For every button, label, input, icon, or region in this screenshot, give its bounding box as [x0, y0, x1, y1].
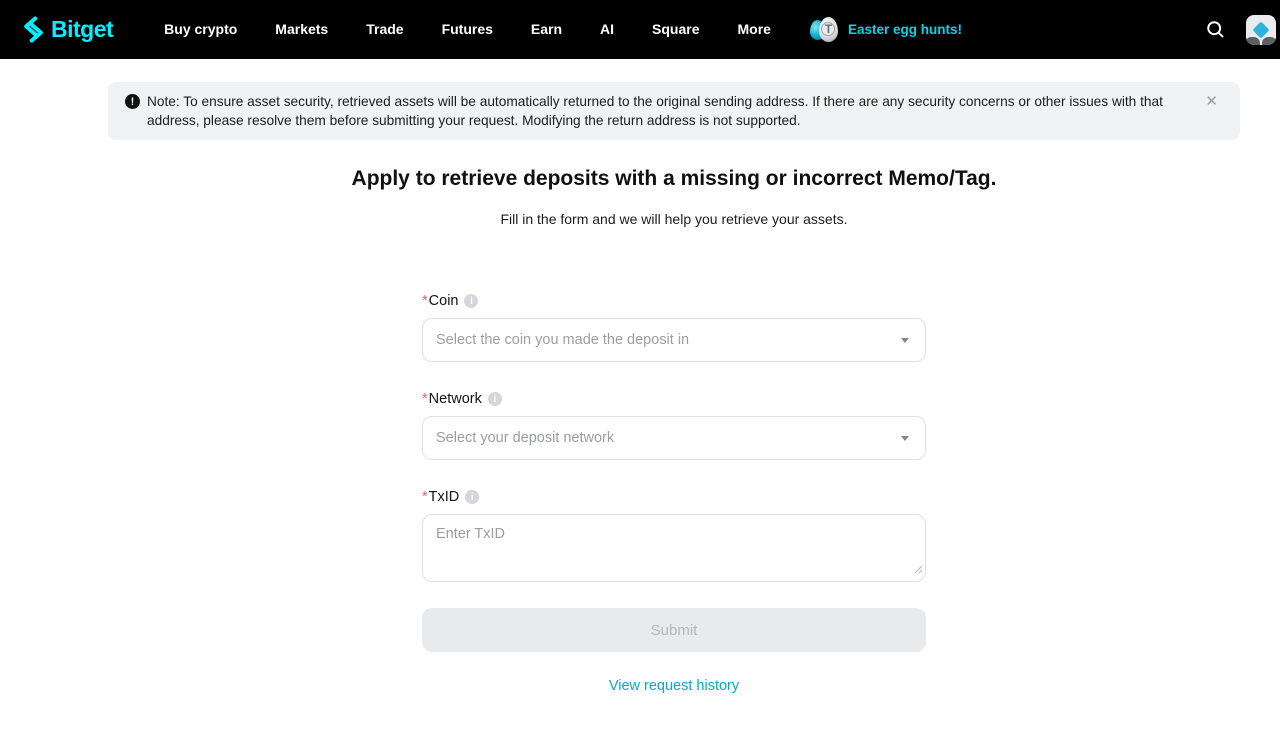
required-mark: * — [422, 391, 428, 407]
avatar-shoulder-shape — [1246, 37, 1260, 45]
top-navbar — [0, 0, 1280, 59]
nav-item-ai[interactable]: AI — [600, 21, 615, 37]
nav-item-earn[interactable]: Earn — [530, 21, 563, 37]
chevron-down-icon — [901, 338, 909, 343]
easter-egg-icon: T — [810, 16, 840, 44]
security-notice-banner — [108, 82, 1240, 140]
page-subtitle: Fill in the form and we will help you retrieve your assets. — [500, 211, 848, 227]
network-label: Network — [428, 391, 482, 407]
coin-field — [422, 293, 926, 362]
alert-icon: ! — [125, 94, 140, 109]
bitget-logo-text: Bitget — [51, 16, 114, 42]
info-icon[interactable]: i — [488, 392, 502, 406]
retrieve-deposit-form — [422, 293, 926, 694]
info-icon[interactable]: i — [465, 490, 479, 504]
nav-item-more[interactable]: More — [737, 21, 771, 37]
coin-label: Coin — [428, 293, 459, 309]
nav-item-buy-crypto[interactable]: Buy crypto — [164, 21, 238, 37]
required-mark: * — [422, 489, 428, 505]
network-field — [422, 391, 926, 460]
txid-input[interactable] — [422, 514, 926, 582]
nav-item-futures[interactable]: Futures — [441, 21, 493, 37]
nav-item-square[interactable]: Square — [652, 21, 700, 37]
main-content — [108, 140, 1240, 694]
submit-button[interactable]: Submit — [422, 608, 926, 652]
txid-label-row — [422, 489, 926, 505]
network-select-placeholder: Select your deposit network — [436, 430, 615, 446]
easter-egg-promo[interactable] — [810, 16, 962, 44]
chevron-down-icon — [901, 436, 909, 441]
page-title: Apply to retrieve deposits with a missing or incorrect Memo/Tag. — [351, 167, 997, 190]
bitget-logo[interactable] — [20, 16, 113, 43]
bitget-logo-icon — [20, 16, 47, 43]
view-request-history-link[interactable]: View request history — [608, 678, 740, 694]
close-icon[interactable]: ✕ — [1205, 93, 1218, 110]
avatar-head-shape — [1253, 21, 1270, 38]
required-mark: * — [422, 293, 428, 309]
nav-item-markets[interactable]: Markets — [275, 21, 329, 37]
search-icon[interactable] — [1195, 10, 1235, 50]
nav-item-trade[interactable]: Trade — [366, 21, 404, 37]
txid-field — [422, 489, 926, 582]
info-icon[interactable]: i — [464, 294, 478, 308]
main-nav — [145, 0, 790, 59]
network-select[interactable] — [422, 416, 926, 460]
txid-label: TxID — [428, 489, 460, 505]
user-avatar[interactable] — [1246, 15, 1276, 45]
avatar-shoulder-shape — [1262, 37, 1276, 45]
network-label-row — [422, 391, 926, 407]
coin-label-row — [422, 293, 926, 309]
coin-select-placeholder: Select the coin you made the deposit in — [436, 332, 690, 348]
security-notice-text: Note: To ensure asset security, retrieved assets will be automatically returned to the original sending address. If there are any security concerns or other issues with that address, please resolve them before submitting your request. Modifying the return address is not supported. — [147, 94, 1163, 128]
easter-egg-label: Easter egg hunts! — [847, 22, 962, 37]
coin-select[interactable] — [422, 318, 926, 362]
